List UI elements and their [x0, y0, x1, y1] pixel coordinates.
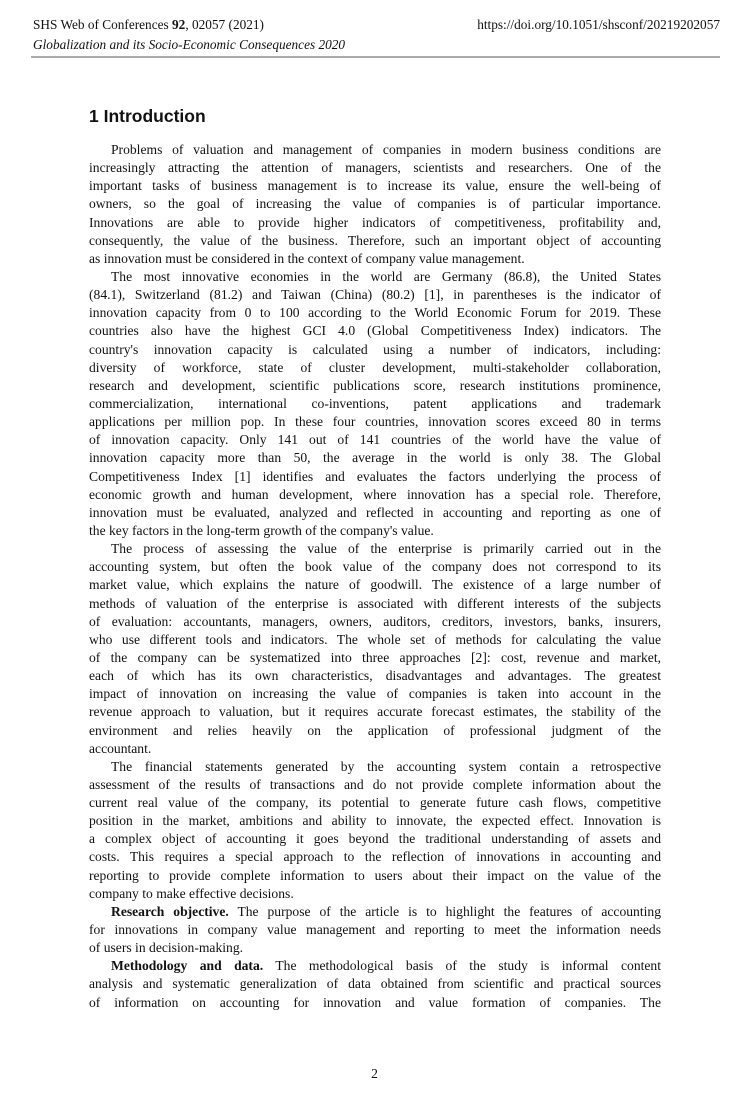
line-text: methods of valuation of the enterprise is associated with different interests of the subjects: [89, 595, 661, 611]
body-text: [89, 141, 661, 1012]
text-line: [89, 722, 661, 740]
line-text: of information on accounting for innovation and value formation of companies. The: [89, 994, 661, 1010]
line-text: The financial statements generated by the accounting system contain a retrospective: [111, 758, 661, 774]
text-line: [89, 522, 661, 540]
line-text: each of which has its own characteristics, disadvantages and advantages. The greatest: [89, 668, 661, 684]
text-line: [89, 468, 661, 486]
text-line: [89, 304, 661, 322]
line-text: countries also have the highest GCI 4.0 (Global Competitiveness Index) indicators. The: [89, 323, 661, 339]
text-line: [89, 195, 661, 213]
journal-citation: SHS Web of Conferences 92, 02057 (2021): [33, 17, 264, 32]
text-line: [89, 322, 661, 340]
line-text: current real value of the company, its potential to generate future cash flows, competitive: [89, 795, 661, 811]
line-text: consequently, the value of the business. Therefore, such an important object of accounting: [89, 232, 661, 248]
line-text: for innovations in company value management and reporting to meet the information needs: [89, 922, 661, 938]
line-text: market value, which explains the nature of goodwill. The existence of a large number of: [89, 577, 661, 593]
line-text: diversity of workforce, state of cluster development, multi-stakeholder collaboration,: [89, 359, 661, 375]
text-line: [89, 449, 661, 467]
line-text: accounting system, but often the book value of the company does not correspond to its: [89, 559, 661, 575]
line-text: The process of assessing the value of the enterprise is primarily carried out in the: [111, 541, 661, 557]
line-text: company to make effective decisions.: [89, 885, 294, 901]
text-line: [89, 177, 661, 195]
text-line: [89, 921, 661, 939]
text-line: [89, 413, 661, 431]
line-text: innovation capacity from 0 to 100 according to the World Economic Forum for 2019. These: [89, 305, 661, 321]
line-text: of the company can be systematized into three approaches [2]: cost, revenue and market,: [89, 649, 661, 665]
line-text: costs. This requires a special approach to the reflection of innovations in accounting and: [89, 849, 661, 865]
text-line: [89, 486, 661, 504]
line-text: commercialization, international co-inventions, patent applications and trademark: [89, 395, 661, 411]
text-line: [89, 504, 661, 522]
line-text: who use different tools and indicators. The whole set of methods for calculating the value: [89, 631, 661, 647]
text-line: [89, 377, 661, 395]
line-text: increasingly attracting the attention of managers, scientists and researchers. One of the: [89, 160, 661, 176]
text-line: [89, 141, 661, 159]
text-line: [89, 685, 661, 703]
paragraph: [89, 540, 661, 758]
text-line: [89, 957, 661, 975]
text-line: [89, 631, 661, 649]
line-text: (84.1), Switzerland (81.2) and Taiwan (China) (80.2) [1], in parentheses is the indicator of: [89, 287, 661, 303]
text-line: [89, 776, 661, 794]
text-line: [89, 576, 661, 594]
text-line: [89, 558, 661, 576]
text-line: [89, 975, 661, 993]
line-text: revenue approach to valuation, but it requires accurate forecast estimates, the stability of the: [89, 704, 661, 720]
text-line: [89, 359, 661, 377]
line-text: accountant.: [89, 740, 152, 756]
text-line: [89, 341, 661, 359]
line-text: The methodological basis of the study is informal content: [263, 958, 662, 974]
run-in-heading: Research objective.: [111, 903, 229, 919]
line-text: Problems of valuation and management of companies in modern business conditions are: [111, 142, 661, 157]
paragraph: [89, 957, 661, 1011]
line-text: analysis and systematic generalization of data obtained from scientific and practical sources: [89, 976, 661, 992]
text-line: [89, 812, 661, 830]
text-line: [89, 830, 661, 848]
running-header: [33, 17, 720, 33]
volume-number: 92: [172, 17, 186, 32]
line-text: assessment of the results of transactions and do not provide complete information about the: [89, 776, 661, 792]
line-text: as innovation must be considered in the context of company value management.: [89, 250, 525, 266]
line-text: position in the market, ambitions and ability to innovate, the expected effect. Innovation is: [89, 813, 661, 829]
text-line: [89, 214, 661, 232]
text-line: [89, 758, 661, 776]
paragraph: [89, 903, 661, 957]
section-title: 1 Introduction: [89, 106, 206, 126]
line-text: reporting to provide complete information to users about their impact on the value of the: [89, 867, 661, 883]
line-text: environment and relies heavily on the application of professional judgment of the: [89, 722, 661, 738]
line-text: of evaluation: accountants, managers, owners, auditors, creditors, investors, banks, insurers,: [89, 613, 661, 629]
text-line: [89, 540, 661, 558]
line-text: Competitiveness Index [1] identifies and evaluates the factors underlying the process of: [89, 468, 661, 484]
line-text: applications per million pop. In these four countries, innovation scores exceed 80 in terms: [89, 414, 661, 430]
line-text: important tasks of business management is to increase its value, ensure the well-being of: [89, 178, 661, 194]
text-line: [89, 848, 661, 866]
line-text: country's innovation capacity is calculated using a number of indicators, including:: [89, 341, 661, 357]
line-text: impact of innovation on increasing the value of companies is taken into account in the: [89, 686, 661, 702]
doi-link[interactable]: https://doi.org/10.1051/shsconf/20219202057: [477, 17, 720, 32]
text-line: [89, 250, 661, 268]
conference-name: Globalization and its Socio-Economic Consequences 2020: [33, 37, 346, 52]
line-text: of innovation capacity. Only 141 out of 141 countries of the world have the value of: [89, 432, 661, 448]
line-text: innovation must be evaluated, analyzed and reflected in accounting and reporting as one of: [89, 504, 661, 520]
text-line: [89, 159, 661, 177]
text-line: [89, 268, 661, 286]
text-line: [89, 667, 661, 685]
text-line: [89, 939, 661, 957]
paragraph: [89, 758, 661, 903]
line-text: The most innovative economies in the world are Germany (86.8), the United States: [111, 268, 661, 284]
header-divider: [31, 56, 720, 58]
text-line: [89, 431, 661, 449]
run-in-heading: Methodology and data.: [111, 958, 264, 974]
line-text: owners, so the goal of increasing the value of companies is of particular importance.: [89, 196, 661, 212]
text-line: [89, 613, 661, 631]
text-line: [89, 867, 661, 885]
line-text: economic growth and human development, where innovation has a special role. Therefore,: [89, 486, 661, 502]
text-line: [89, 595, 661, 613]
line-text: of users in decision-making.: [89, 940, 244, 956]
line-text: the key factors in the long-term growth of the company's value.: [89, 522, 434, 538]
line-text: research and development, scientific publications score, research institutions prominence,: [89, 377, 661, 393]
text-line: [89, 794, 661, 812]
text-line: [89, 994, 661, 1012]
text-line: [89, 232, 661, 250]
page-number: 2: [371, 1066, 378, 1081]
text-line: [89, 703, 661, 721]
text-line: [89, 740, 661, 758]
text-line: [89, 286, 661, 304]
text-line: [89, 903, 661, 921]
text-line: [89, 649, 661, 667]
line-text: a complex object of accounting it goes beyond the traditional understanding of assets and: [89, 831, 661, 847]
line-text: innovation capacity more than 50, the average in the world is only 38. The Global: [89, 450, 661, 466]
text-line: [89, 395, 661, 413]
paragraph: [89, 141, 661, 268]
paragraph: [89, 268, 661, 540]
line-text: Innovations are able to provide higher indicators of competitiveness, profitability and,: [89, 214, 661, 230]
text-line: [89, 885, 661, 903]
line-text: The purpose of the article is to highlight the features of accounting: [228, 903, 661, 919]
